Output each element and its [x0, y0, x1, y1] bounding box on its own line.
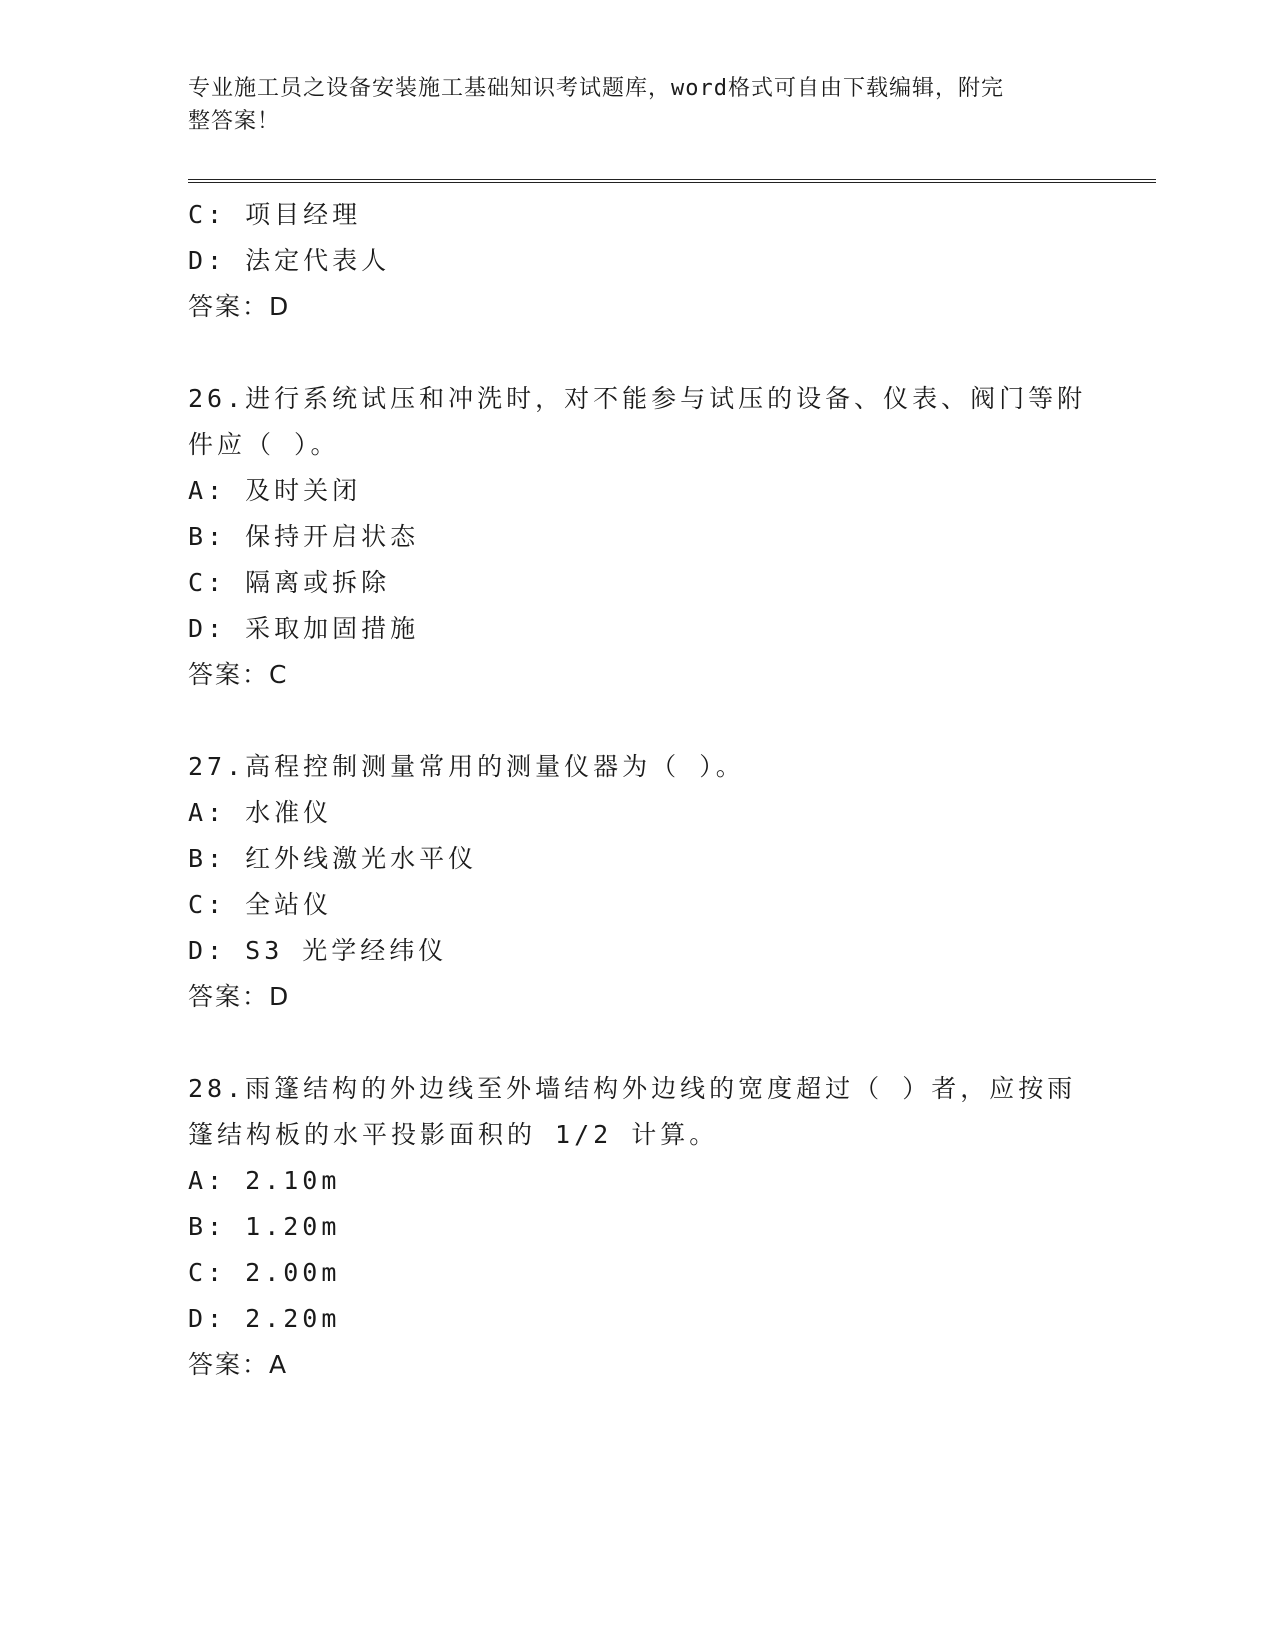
question-stem-line-2: 件应（ ）。	[188, 430, 340, 459]
question-26	[188, 376, 1088, 698]
option-d: D: 法定代表人	[188, 246, 391, 275]
option-a: A: 及时关闭	[188, 476, 362, 505]
question-spacer	[188, 330, 1088, 376]
option-a: A: 2.10m	[188, 1166, 341, 1195]
header-divider-top	[188, 179, 1156, 180]
answer-label: 答案：D	[188, 982, 291, 1011]
header-title-line-1: 专业施工员之设备安装施工基础知识考试题库，word格式可自由下载编辑，附完	[188, 76, 1004, 101]
option-d: D: 采取加固措施	[188, 614, 420, 643]
option-b: B: 红外线激光水平仪	[188, 844, 478, 873]
option-b: B: 1.20m	[188, 1212, 341, 1241]
option-c: C: 项目经理	[188, 200, 362, 229]
question-list	[188, 192, 1088, 1388]
option-a: A: 水准仪	[188, 798, 333, 827]
option-c: C: 隔离或拆除	[188, 568, 391, 597]
option-d: D: S3 光学经纬仪	[188, 936, 448, 965]
header-title-line-2: 整答案！	[188, 109, 281, 134]
document-header	[188, 72, 1068, 138]
question-28	[188, 1066, 1088, 1388]
answer-label: 答案：C	[188, 660, 289, 689]
question-25	[188, 192, 1088, 330]
option-d: D: 2.20m	[188, 1304, 341, 1333]
question-stem-line-1: 27.高程控制测量常用的测量仪器为（ ）。	[188, 752, 745, 781]
question-stem-line-1: 28.雨篷结构的外边线至外墙结构外边线的宽度超过（ ）者，应按雨	[188, 1074, 1077, 1103]
answer-label: 答案：D	[188, 292, 291, 321]
question-stem-line-1: 26.进行系统试压和冲洗时，对不能参与试压的设备、仪表、阀门等附	[188, 384, 1087, 413]
question-stem-line-2: 篷结构板的水平投影面积的 1/2 计算。	[188, 1120, 719, 1149]
option-b: B: 保持开启状态	[188, 522, 420, 551]
question-27	[188, 744, 1088, 1020]
answer-label: 答案：A	[188, 1350, 289, 1379]
option-c: C: 2.00m	[188, 1258, 341, 1287]
option-c: C: 全站仪	[188, 890, 333, 919]
question-spacer	[188, 698, 1088, 744]
question-spacer	[188, 1020, 1088, 1066]
header-divider-bottom	[188, 182, 1156, 183]
